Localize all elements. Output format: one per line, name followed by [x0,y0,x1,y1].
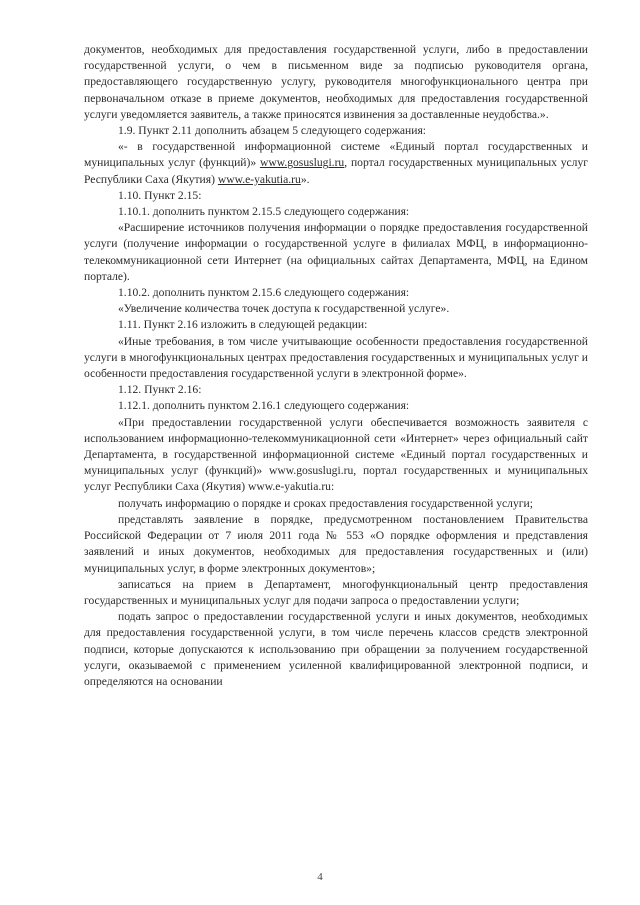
paragraph-text: получать информацию о порядке и сроках предоставления государственной услуги; [118,496,533,510]
paragraph-p5 [84,204,588,220]
paragraph-text: «Иные требования, в том числе учитывающие особенности предоставления государственной услуги в многофункциональных центрах предоставления государственных и муниципальных услуг и особенности предоставления государственной услуги в электронной форме». [84,334,588,381]
paragraph-p3 [84,139,588,188]
paragraph-p10 [84,334,588,383]
paragraph-p1 [84,42,588,123]
paragraph-text: представлять заявление в порядке, предусмотренном постановлением Правительства Российской Федерации от 7 июля 2011 года № 553 «О порядке оформления и представления заявлений и иных документов, необходимых для предоставления государственных и (или) муниципальных услуг, в форме электронных документов»; [84,512,588,575]
paragraph-text: 1.9. Пункт 2.11 дополнить абзацем 5 следующего содержания: [118,124,426,138]
paragraph-p14 [84,496,588,512]
paragraph-text: 1.10.1. дополнить пунктом 2.15.5 следующего содержания: [118,205,410,219]
paragraph-p4 [84,188,588,204]
paragraph-text: документов, необходимых для предоставления государственной услуги, либо в предоставлении государственной услуги, о чем в письменном виде за подписью руководителя органа, предоставляющего государственную услугу, руководителя многофункционального центра при первоначальном отказе в приеме документов, необходимых для предоставления государственной услуги уведомляется заявитель, а также приносятся извинения за доставленные неудобства.». [84,43,588,121]
paragraph-p11 [84,382,588,398]
paragraph-text: подать запрос о предоставлении государственной услуги и иных документов, необходимых для предоставления государственной услуги, в том числе перечень классов средств электронной подписи, которые допускаются к использованию при обращении за получением государственной услуги, оказываемой с применением усиленной квалифицированной электронной подписи, и определяются на основании [84,610,588,688]
paragraph-text: «Расширение источников получения информации о порядке предоставления государственной услуги (получение информации о государственной услуге в филиалах МФЦ, в информационно-телекоммуникационной сети Интернет (на официальных сайтах Департамента, МФЦ, на Едином портале). [84,221,588,283]
paragraph-text: «Увеличение количества точек доступа к государственной услуге». [118,302,450,316]
paragraph-text: «- в государственной информационной системе «Единый портал государственных и муниципальных услуг (функций)» [84,140,588,170]
website-link[interactable]: www.gosuslugi.ru [259,156,345,170]
website-link[interactable]: www.e-yakutia.ru [217,172,301,186]
paragraph-p7 [84,285,588,301]
paragraph-p8 [84,301,588,317]
page-number: 4 [317,871,323,883]
paragraph-p17 [84,609,588,690]
paragraph-text: 1.10. Пункт 2.15: [118,188,202,202]
paragraph-p12 [84,398,588,414]
paragraph-text: 1.12. Пункт 2.16: [118,383,202,397]
paragraph-p6 [84,220,588,285]
paragraph-text: 1.11. Пункт 2.16 изложить в следующей редакции: [118,318,368,332]
paragraph-text: записаться на прием в Департамент, многофункциональный центр предоставления государственных и муниципальных услуг для подачи запроса о предоставлении услуги; [84,577,588,607]
paragraph-p13 [84,415,588,496]
paragraph-p15 [84,512,588,577]
document-body [84,42,588,690]
paragraph-text: 1.12.1. дополнить пунктом 2.16.1 следующего содержания: [118,399,410,413]
paragraph-p16 [84,577,588,609]
paragraph-text: «При предоставлении государственной услуги обеспечивается возможность заявителя с использованием информационно-телекоммуникационной сети «Интернет» через официальный сайт Департамента, в государственной информационной системе «Единый портал государственных и муниципальных услуг (функций)» www.gosuslugi.ru, портал государственных и муниципальных услуг Республики Саха (Якутия) www.e-yakutia.ru: [84,415,588,494]
paragraph-p9 [84,317,588,333]
paragraph-text: ». [300,172,310,186]
paragraph-text: 1.10.2. дополнить пунктом 2.15.6 следующего содержания: [118,286,410,300]
paragraph-p2 [84,123,588,139]
paragraph-text: , портал государственных муниципальных услуг Республики Саха (Якутия) [84,156,588,186]
